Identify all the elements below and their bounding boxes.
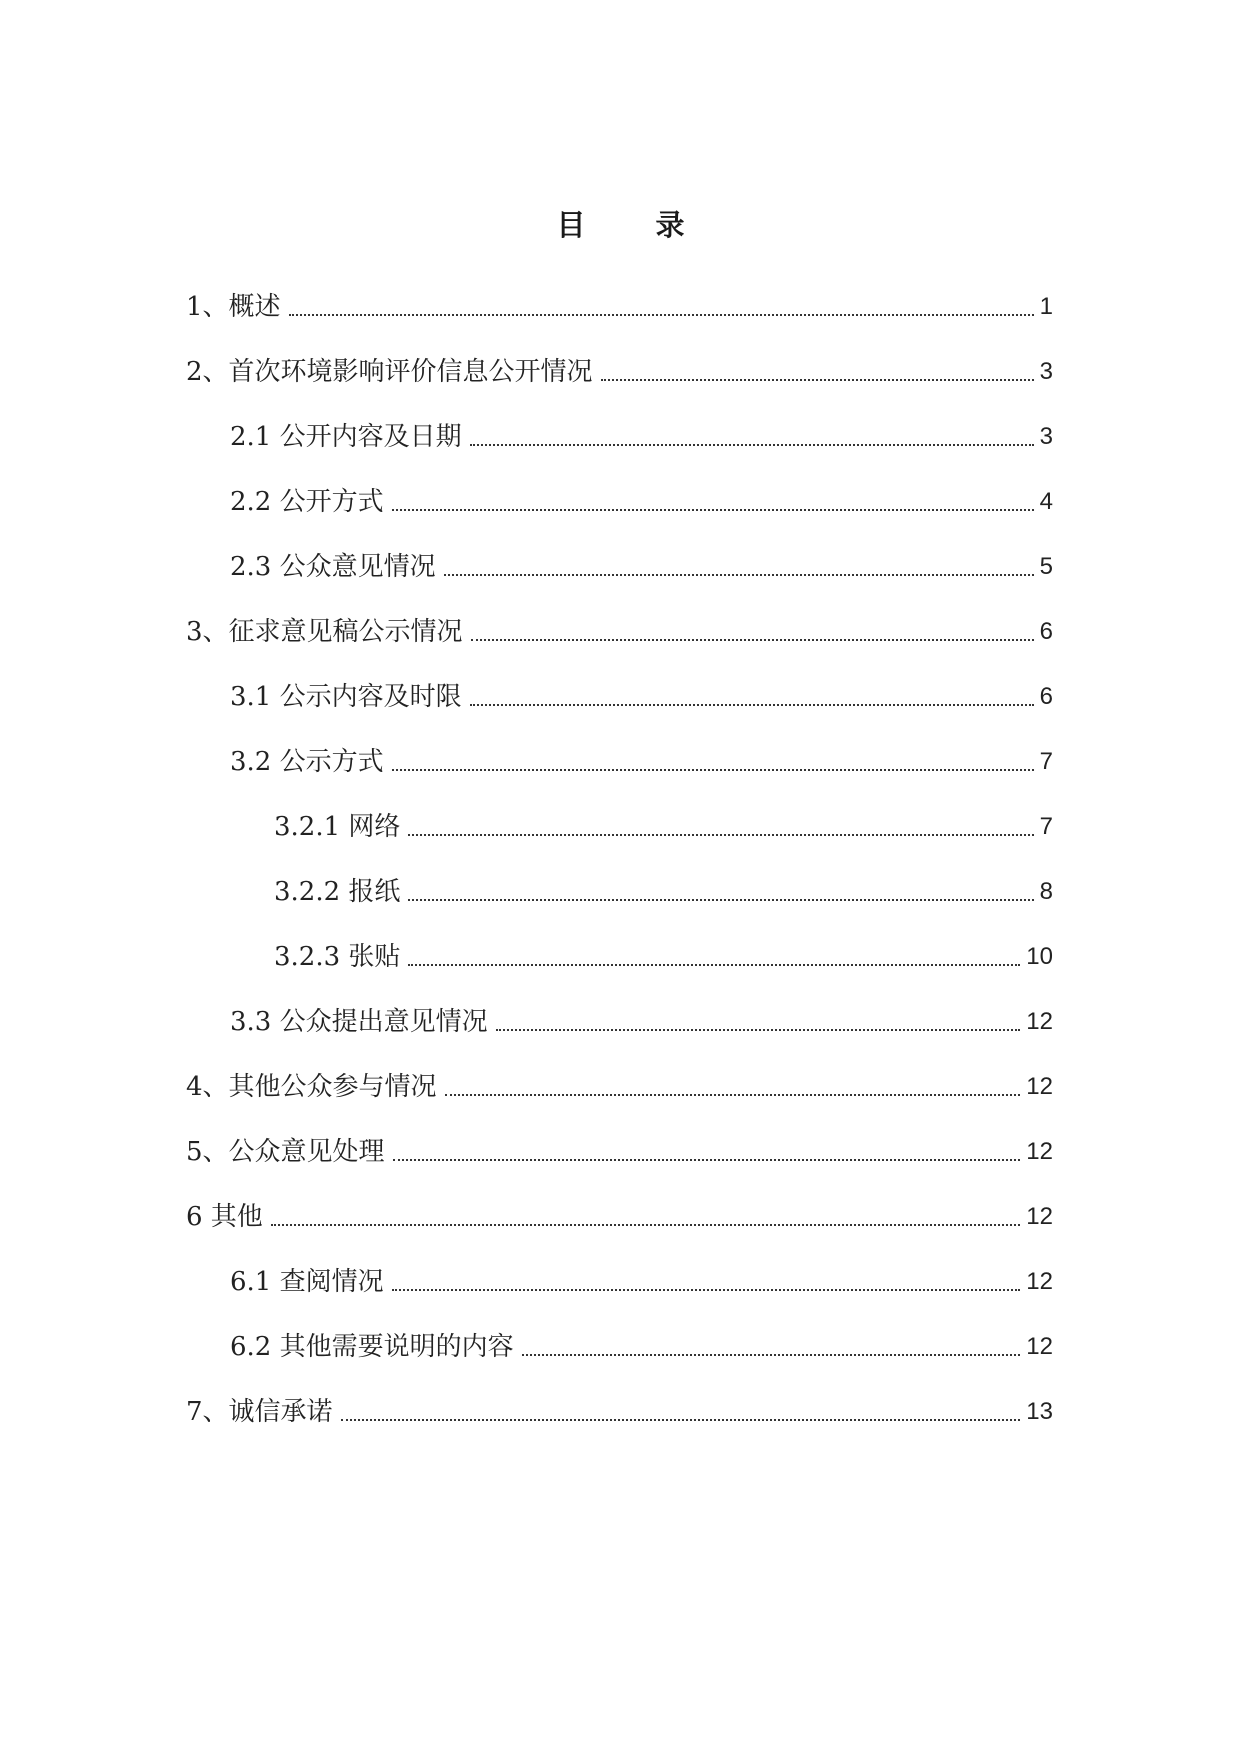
toc-entry[interactable]: [186, 1235, 1053, 1300]
toc-dot-leader: [601, 379, 1034, 381]
toc-entry-page-number: 7: [1039, 813, 1053, 840]
toc-entry-page-number: 12: [1026, 1203, 1053, 1230]
toc-entry[interactable]: [186, 1040, 1053, 1105]
toc-entry[interactable]: [186, 260, 1053, 325]
toc-entry-page-number: 4: [1039, 488, 1053, 515]
toc-entry-label: 3.1 公示内容及时限: [230, 682, 462, 712]
toc-dot-leader: [471, 639, 1034, 641]
toc-dot-leader: [271, 1224, 1020, 1226]
toc-dot-leader: [341, 1419, 1021, 1421]
toc-dot-leader: [408, 899, 1033, 901]
toc-dot-leader: [392, 1289, 1021, 1291]
toc-entry[interactable]: [186, 1170, 1053, 1235]
toc-entry-page-number: 10: [1026, 943, 1053, 970]
toc-dot-leader: [392, 769, 1034, 771]
toc-entry-label: 6 其他: [186, 1202, 263, 1232]
toc-dot-leader: [408, 964, 1020, 966]
toc-dot-leader: [408, 834, 1033, 836]
toc-entry[interactable]: [186, 910, 1053, 975]
toc-entry[interactable]: [186, 1300, 1053, 1365]
toc-entry-label: 7、诚信承诺: [186, 1397, 333, 1427]
toc-entry-label: 2.1 公开内容及日期: [230, 422, 462, 452]
toc-title: 目 录: [556, 208, 715, 242]
toc-dot-leader: [470, 704, 1034, 706]
toc-entry-page-number: 5: [1039, 553, 1053, 580]
toc-dot-leader: [522, 1354, 1021, 1356]
toc-dot-leader: [289, 314, 1034, 316]
toc-list: [186, 260, 1053, 1430]
toc-entry-page-number: 12: [1026, 1008, 1053, 1035]
toc-entry-label: 6.1 查阅情况: [230, 1267, 384, 1297]
toc-entry[interactable]: [186, 845, 1053, 910]
toc-entry-label: 3.3 公众提出意见情况: [230, 1007, 488, 1037]
toc-dot-leader: [445, 1094, 1021, 1096]
toc-entry-label: 5、公众意见处理: [186, 1137, 385, 1167]
toc-entry-page-number: 12: [1026, 1138, 1053, 1165]
toc-entry[interactable]: [186, 585, 1053, 650]
toc-entry[interactable]: [186, 390, 1053, 455]
toc-entry[interactable]: [186, 1365, 1053, 1430]
toc-entry-label: 3.2.3 张贴: [274, 942, 401, 972]
toc-entry-label: 6.2 其他需要说明的内容: [230, 1332, 514, 1362]
toc-entry-label: 1、概述: [186, 292, 281, 322]
toc-entry-label: 3.2 公示方式: [230, 747, 384, 777]
toc-entry-page-number: 3: [1039, 358, 1053, 385]
toc-entry[interactable]: [186, 1105, 1053, 1170]
toc-entry-page-number: 13: [1026, 1398, 1053, 1425]
toc-entry-page-number: 7: [1039, 748, 1053, 775]
toc-entry[interactable]: [186, 780, 1053, 845]
toc-entry-label: 2.2 公开方式: [230, 487, 384, 517]
toc-entry-page-number: 3: [1039, 423, 1053, 450]
toc-entry-label: 3.2.1 网络: [274, 812, 401, 842]
toc-entry[interactable]: [186, 455, 1053, 520]
toc-entry-label: 3、征求意见稿公示情况: [186, 617, 463, 647]
toc-entry[interactable]: [186, 520, 1053, 585]
toc-entry-page-number: 12: [1026, 1268, 1053, 1295]
toc-entry-page-number: 8: [1039, 878, 1053, 905]
toc-entry[interactable]: [186, 325, 1053, 390]
toc-entry[interactable]: [186, 650, 1053, 715]
toc-entry[interactable]: [186, 715, 1053, 780]
toc-dot-leader: [392, 509, 1034, 511]
toc-dot-leader: [444, 574, 1034, 576]
toc-entry[interactable]: [186, 975, 1053, 1040]
toc-entry-label: 4、其他公众参与情况: [186, 1072, 437, 1102]
toc-entry-label: 2、首次环境影响评价信息公开情况: [186, 357, 593, 387]
toc-entry-page-number: 6: [1039, 618, 1053, 645]
toc-entry-page-number: 6: [1039, 683, 1053, 710]
toc-entry-page-number: 1: [1039, 293, 1053, 320]
toc-entry-label: 3.2.2 报纸: [274, 877, 401, 907]
toc-entry-page-number: 12: [1026, 1333, 1053, 1360]
toc-entry-label: 2.3 公众意见情况: [230, 552, 436, 582]
toc-dot-leader: [470, 444, 1034, 446]
toc-dot-leader: [496, 1029, 1021, 1031]
toc-dot-leader: [393, 1159, 1021, 1161]
toc-entry-page-number: 12: [1026, 1073, 1053, 1100]
